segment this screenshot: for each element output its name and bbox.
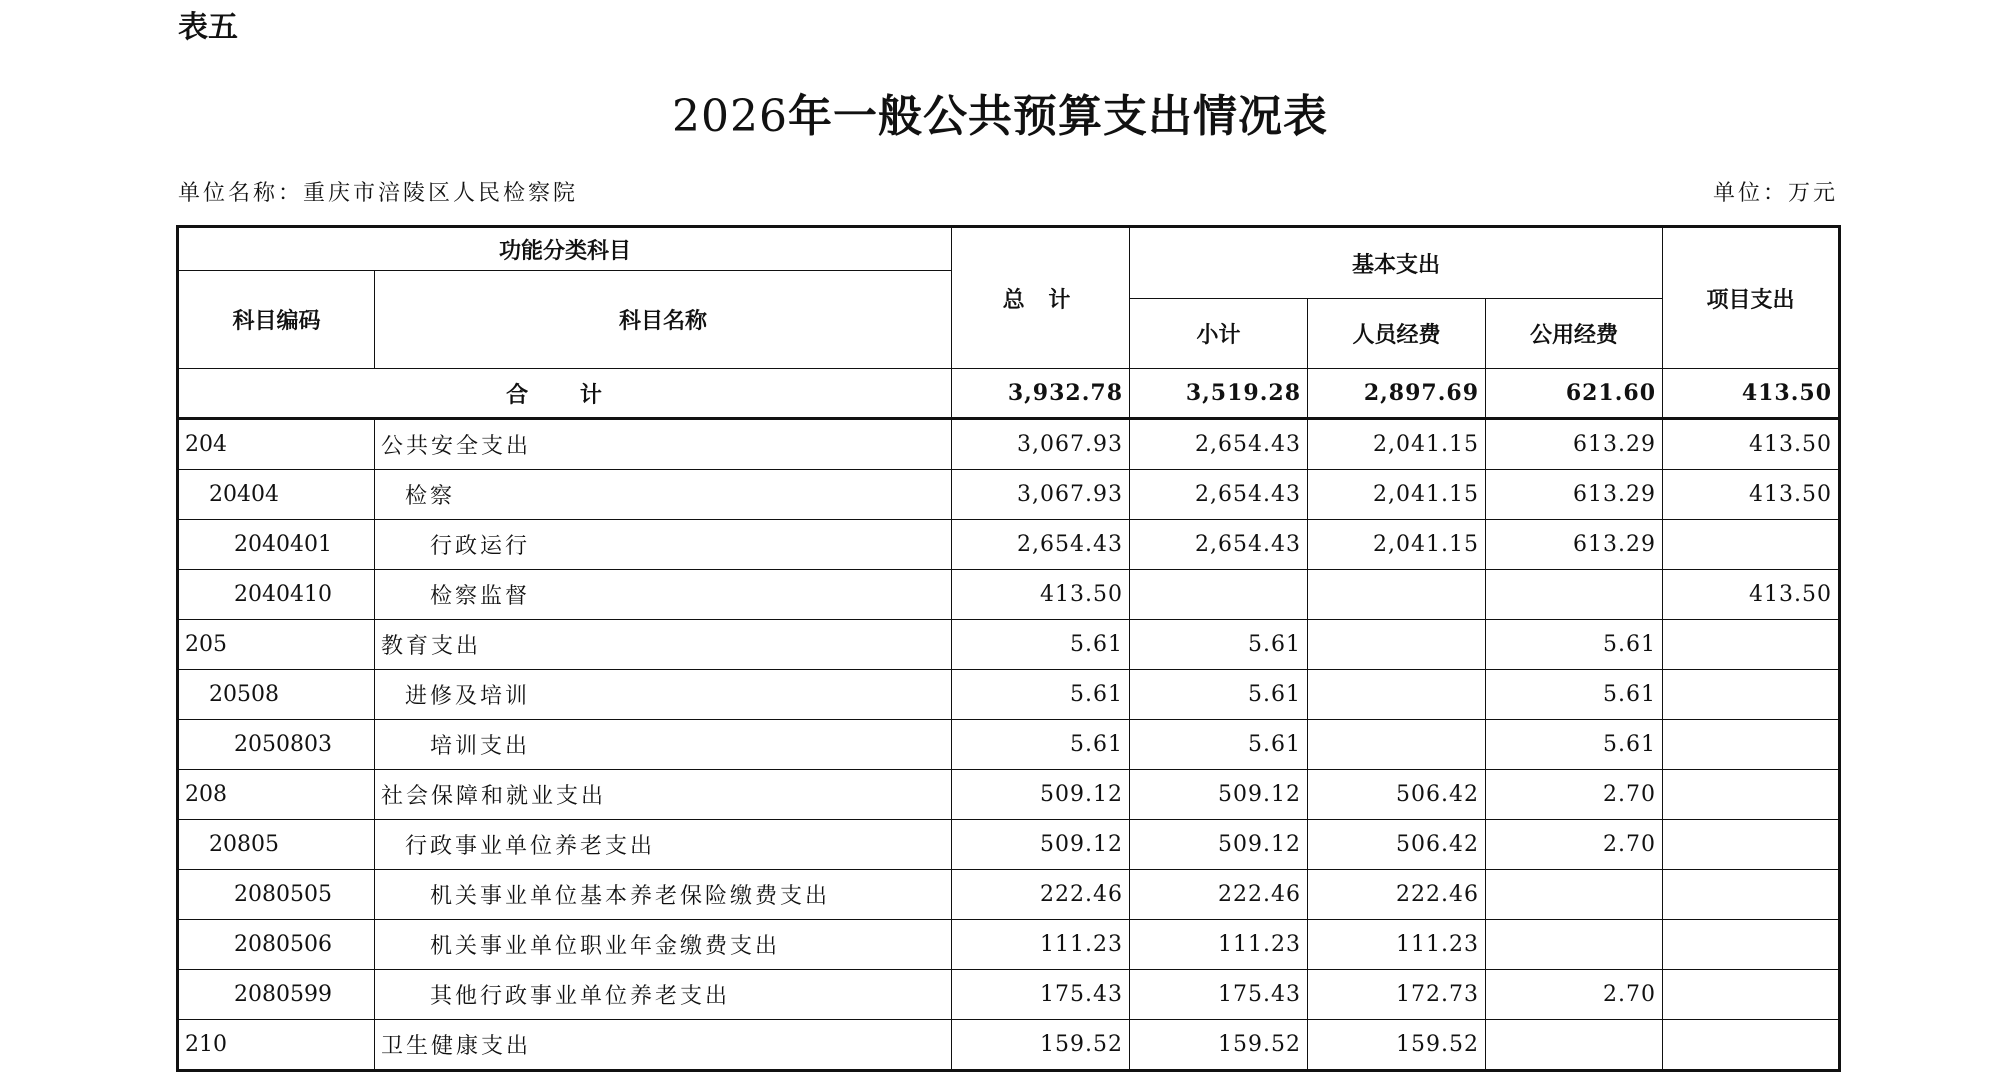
row-project <box>1663 820 1840 870</box>
table-row <box>178 520 1840 570</box>
row-subtotal: 5.61 <box>1130 720 1308 770</box>
row-personnel <box>1308 570 1486 620</box>
row-personnel: 111.23 <box>1308 920 1486 970</box>
row-project: 413.50 <box>1663 470 1840 520</box>
row-name: 社会保障和就业支出 <box>375 770 952 820</box>
table-row <box>178 720 1840 770</box>
table-row <box>178 570 1840 620</box>
row-code: 205 <box>178 620 375 670</box>
row-project <box>1663 670 1840 720</box>
row-project <box>1663 1020 1840 1071</box>
row-subtotal: 5.61 <box>1130 670 1308 720</box>
row-code: 2050803 <box>178 720 375 770</box>
row-total: 509.12 <box>952 770 1130 820</box>
row-code: 2080599 <box>178 970 375 1020</box>
row-subtotal: 222.46 <box>1130 870 1308 920</box>
table-row <box>178 620 1840 670</box>
header-basic: 基本支出 <box>1130 227 1663 299</box>
table-row <box>178 920 1840 970</box>
row-name: 教育支出 <box>375 620 952 670</box>
row-name: 检察监督 <box>375 570 952 620</box>
row-personnel: 506.42 <box>1308 820 1486 870</box>
table-row <box>178 870 1840 920</box>
row-subtotal: 111.23 <box>1130 920 1308 970</box>
row-public: 5.61 <box>1486 620 1663 670</box>
row-subtotal: 2,654.43 <box>1130 419 1308 470</box>
total-row <box>178 369 1840 419</box>
page-title <box>0 80 2000 144</box>
row-subtotal: 159.52 <box>1130 1020 1308 1071</box>
row-subtotal: 2,654.43 <box>1130 470 1308 520</box>
row-name: 培训支出 <box>375 720 952 770</box>
row-public: 5.61 <box>1486 670 1663 720</box>
row-total: 509.12 <box>952 820 1130 870</box>
row-personnel: 172.73 <box>1308 970 1486 1020</box>
table-label: 表五 <box>178 10 238 45</box>
unit-of-measure: 单位：万元 <box>1712 181 1838 206</box>
table-row <box>178 1020 1840 1071</box>
row-personnel <box>1308 720 1486 770</box>
row-project <box>1663 970 1840 1020</box>
row-public: 2.70 <box>1486 970 1663 1020</box>
row-name: 检察 <box>375 470 952 520</box>
total-total: 3,932.78 <box>952 369 1130 419</box>
unit-name: 单位名称：重庆市涪陵区人民检察院 <box>178 181 579 206</box>
row-personnel: 2,041.15 <box>1308 520 1486 570</box>
row-project <box>1663 720 1840 770</box>
row-total: 222.46 <box>952 870 1130 920</box>
row-total: 5.61 <box>952 720 1130 770</box>
row-total: 5.61 <box>952 620 1130 670</box>
total-personnel: 2,897.69 <box>1308 369 1486 419</box>
row-personnel: 159.52 <box>1308 1020 1486 1071</box>
row-code: 20404 <box>178 470 375 520</box>
row-name: 公共安全支出 <box>375 419 952 470</box>
row-subtotal: 509.12 <box>1130 820 1308 870</box>
row-subtotal: 5.61 <box>1130 620 1308 670</box>
row-project <box>1663 920 1840 970</box>
total-label: 合 计 <box>178 369 952 419</box>
row-public: 613.29 <box>1486 419 1663 470</box>
total-public: 621.60 <box>1486 369 1663 419</box>
header-public: 公用经费 <box>1486 299 1663 369</box>
row-code: 20508 <box>178 670 375 720</box>
row-personnel <box>1308 620 1486 670</box>
row-total: 175.43 <box>952 970 1130 1020</box>
row-public <box>1486 1020 1663 1071</box>
table-row <box>178 820 1840 870</box>
row-personnel <box>1308 670 1486 720</box>
header-total: 总 计 <box>952 227 1130 369</box>
row-public: 613.29 <box>1486 470 1663 520</box>
row-name: 机关事业单位基本养老保险缴费支出 <box>375 870 952 920</box>
header-personnel: 人员经费 <box>1308 299 1486 369</box>
row-public: 613.29 <box>1486 520 1663 570</box>
row-project <box>1663 620 1840 670</box>
row-code: 2040401 <box>178 520 375 570</box>
row-code: 210 <box>178 1020 375 1071</box>
row-subtotal: 175.43 <box>1130 970 1308 1020</box>
row-total: 111.23 <box>952 920 1130 970</box>
header-functional-category: 功能分类科目 <box>178 227 952 271</box>
row-name: 行政事业单位养老支出 <box>375 820 952 870</box>
total-project: 413.50 <box>1663 369 1840 419</box>
row-total: 159.52 <box>952 1020 1130 1071</box>
row-total: 3,067.93 <box>952 419 1130 470</box>
budget-table <box>176 225 1841 1072</box>
header-name: 科目名称 <box>375 271 952 369</box>
title-text: 年一般公共预算支出情况表 <box>787 91 1328 142</box>
row-name: 进修及培训 <box>375 670 952 720</box>
header-subtotal: 小计 <box>1130 299 1308 369</box>
table-body <box>178 369 1840 1071</box>
row-total: 3,067.93 <box>952 470 1130 520</box>
row-code: 208 <box>178 770 375 820</box>
row-personnel: 506.42 <box>1308 770 1486 820</box>
row-name: 机关事业单位职业年金缴费支出 <box>375 920 952 970</box>
row-public: 5.61 <box>1486 720 1663 770</box>
row-public: 2.70 <box>1486 770 1663 820</box>
row-personnel: 2,041.15 <box>1308 470 1486 520</box>
total-subtotal: 3,519.28 <box>1130 369 1308 419</box>
table-row <box>178 419 1840 470</box>
row-name: 行政运行 <box>375 520 952 570</box>
row-public <box>1486 570 1663 620</box>
row-subtotal: 2,654.43 <box>1130 520 1308 570</box>
title-year: 2026 <box>672 91 788 142</box>
table-row <box>178 770 1840 820</box>
row-name: 卫生健康支出 <box>375 1020 952 1071</box>
row-project <box>1663 770 1840 820</box>
header-project: 项目支出 <box>1663 227 1840 369</box>
table-row <box>178 970 1840 1020</box>
row-code: 20805 <box>178 820 375 870</box>
table-row <box>178 670 1840 720</box>
row-project: 413.50 <box>1663 570 1840 620</box>
row-total: 5.61 <box>952 670 1130 720</box>
row-project: 413.50 <box>1663 419 1840 470</box>
row-public <box>1486 870 1663 920</box>
row-total: 413.50 <box>952 570 1130 620</box>
row-public: 2.70 <box>1486 820 1663 870</box>
row-total: 2,654.43 <box>952 520 1130 570</box>
row-name: 其他行政事业单位养老支出 <box>375 970 952 1020</box>
row-public <box>1486 920 1663 970</box>
row-subtotal: 509.12 <box>1130 770 1308 820</box>
row-code: 2040410 <box>178 570 375 620</box>
table-row <box>178 470 1840 520</box>
row-project <box>1663 870 1840 920</box>
row-personnel: 2,041.15 <box>1308 419 1486 470</box>
row-code: 2080506 <box>178 920 375 970</box>
row-subtotal <box>1130 570 1308 620</box>
row-personnel: 222.46 <box>1308 870 1486 920</box>
row-project <box>1663 520 1840 570</box>
row-code: 2080505 <box>178 870 375 920</box>
row-code: 204 <box>178 419 375 470</box>
header-code: 科目编码 <box>178 271 375 369</box>
